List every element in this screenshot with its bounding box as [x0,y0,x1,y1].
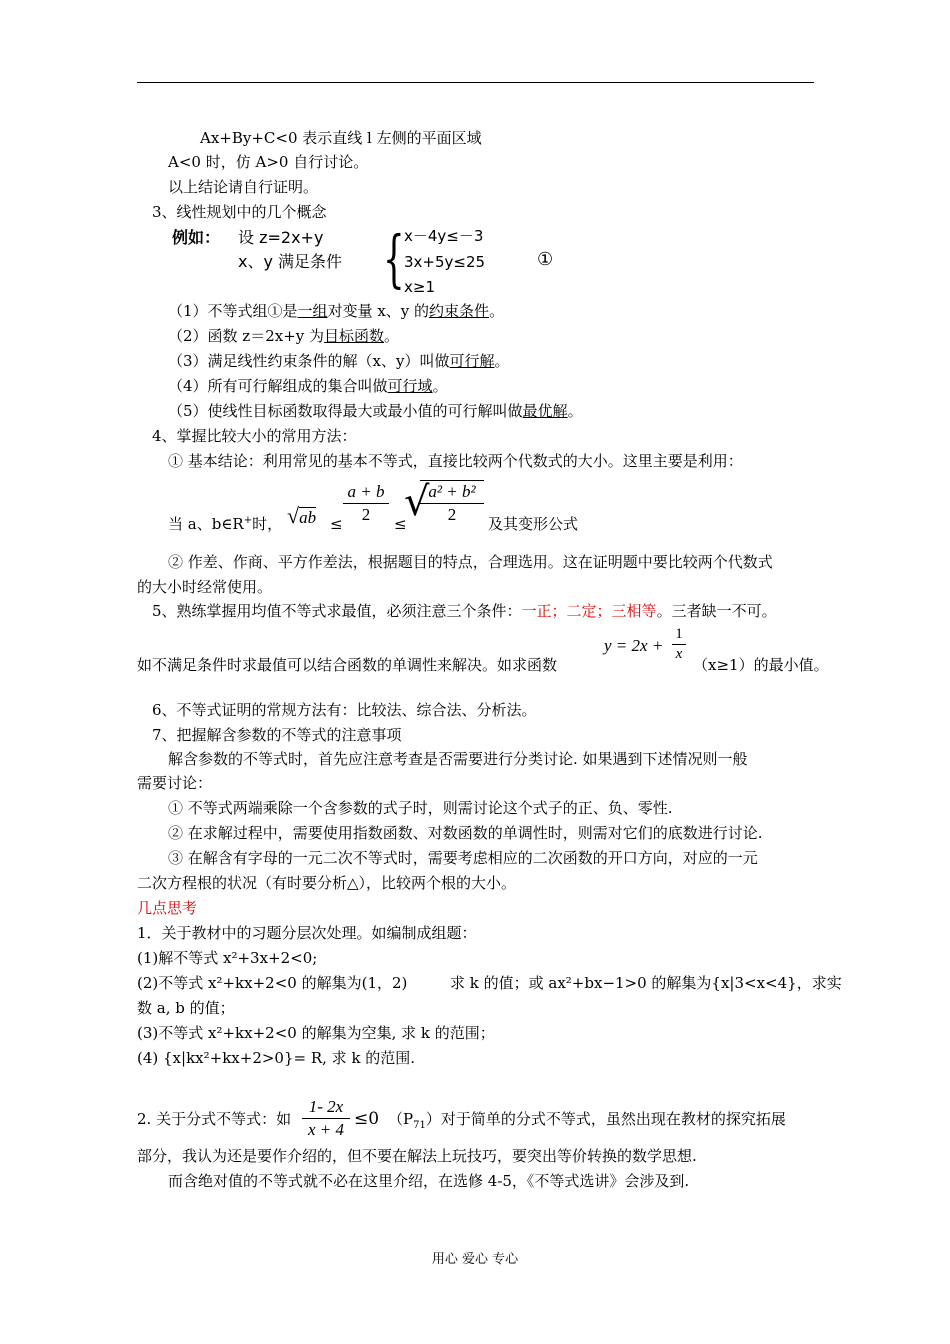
thought-2-start: 2. 关于分式不等式：如 [137,1110,292,1128]
section-6: 6、不等式证明的常规方法有：比较法、综合法、分析法。 [152,701,537,719]
section-5-line-2-end: （x≥1）的最小值。 [693,656,829,674]
concept-2: （2）函数 z＝2x+y 为目标函数。 [168,327,400,345]
fraction-mean: a + b 2 [343,482,389,525]
fraction-inequality: 1- 2x x + 4 [302,1097,350,1140]
function-lhs: y = 2x + [604,636,664,655]
line-prove: 以上结论请自行证明。 [168,178,319,196]
thought-1-item-3: (3)不等式 x²+kx+2<0 的解集为空集, 求 k 的范围； [137,1024,495,1042]
section-7-para-1a: 解含参数的不等式时，首先应注意考查是否需要进行分类讨论. 如果遇到下述情况则一般 [168,750,748,768]
section-7-item-2: ② 在求解过程中，需要使用指数函数、对数函数的单调性时，则需对它们的底数进行讨论. [168,824,763,842]
fraction-rms: a² + b² 2 [420,480,484,525]
page-ref: $(P_{71})$对于简单的分式不等式，虽然出现在教材的探究拓展 [388,1110,786,1131]
thinking-heading: 几点思考 [137,899,198,917]
section-7-item-3a: ③ 在解含有字母的一元二次不等式时，需要考虑相应的二次函数的开口方向，对应的一元 [168,849,758,867]
thought-2-line-3: 而含绝对值的不等式就不必在这里介绍，在选修 4-5，《不等式选讲》会涉及到. [168,1172,690,1190]
sqrt-sign: √ [404,479,430,525]
example-label: 例如： [172,228,221,247]
section-7-item-3b: 二次方程根的状况（有时要分析△），比较两个根的大小。 [137,874,517,892]
le-sign-1: ≤ [330,515,343,533]
constraint-3: x≥1 [404,278,435,296]
thought-1-item-1: (1)解不等式 x²+3x+2<0; [137,949,318,967]
thought-1-item-2a: (2)不等式 x²+kx+2<0 的解集为(1，2) [137,974,408,992]
section-4-item-1: ① 基本结论：利用常见的基本不等式，直接比较两个代数式的大小。这里主要是利用： [168,452,743,470]
example-objective: 设 z=2x+y [238,228,324,247]
thought-1-item-4: (4) {x|kx²+kx+2>0}= R, 求 k 的范围. [137,1049,416,1067]
system-label: ① [537,249,554,270]
section-5-line-2: 如不满足条件时求最值可以结合函数的单调性来解决。如求函数 [137,656,558,674]
line-a-negative: A<0 时，仿 A>0 自行讨论。 [168,153,369,171]
fraction-le-zero: ≤0 [354,1109,380,1129]
constraint-2: 3x+5y≤25 [404,253,486,271]
concept-4: （4）所有可行解组成的集合叫做可行域。 [168,377,448,395]
section-4-item-2b: 的大小时经常使用。 [137,578,273,596]
constraint-1: x－4y≤－3 [404,227,484,245]
thought-1: 1．关于教材中的习题分层次处理。如编制成组题： [137,924,477,942]
line-region-left: Ax+By+C<0 表示直线 l 左侧的平面区域 [200,129,482,147]
section-4-item-2a: ② 作差、作商、平方作差法，根据题目的特点，合理选用。这在证明题中要比较两个代数式 [168,553,773,571]
section-3-heading: 3、线性规划中的几个概念 [152,203,327,221]
le-sign-2: ≤ [394,515,407,533]
ineq-suffix: 及其变形公式 [488,515,579,533]
section-7-item-1: ① 不等式两端乘除一个含参数的式子时，则需讨论这个式子的正、负、零性. [168,799,673,817]
system-brace: { [383,222,405,295]
thought-1-item-2c: 数 a, b 的值； [137,999,235,1017]
sqrt-ab: √ab [287,503,317,528]
concept-1: （1）不等式组①是一组对变量 x、y 的约束条件。 [168,302,505,320]
ineq-prefix: 当 a、b∈R+时， [168,515,283,533]
concept-3: （3）满足线性约束条件的解（x、y）叫做可行解。 [168,352,510,370]
footer-text: 用心 爱心 专心 [431,1252,519,1267]
section-7-heading: 7、把握解含参数的不等式的注意事项 [152,726,402,744]
section-5-line-1: 5、熟练掌握用均值不等式求最值，必须注意三个条件：一正；二定；三相等。三者缺一不可。 [152,602,777,620]
concept-5: （5）使线性目标函数取得最大或最小值的可行解叫做最优解。 [168,402,583,420]
section-4-heading: 4、掌握比较大小的常用方法： [152,427,357,445]
section-7-para-1b: 需要讨论： [137,774,213,792]
header-rule [137,82,814,83]
thought-1-item-2b: 求 k 的值；或 ax²+bx−1>0 的解集为{x|3<x<4}，求实 [450,974,842,992]
example-conditions: x、y 满足条件 [238,252,343,271]
thought-2-line-2: 部分，我认为还是要作介绍的，但不要在解法上玩技巧，要突出等价转换的数学思想. [137,1147,697,1165]
function-fraction: 1 x [672,626,686,663]
